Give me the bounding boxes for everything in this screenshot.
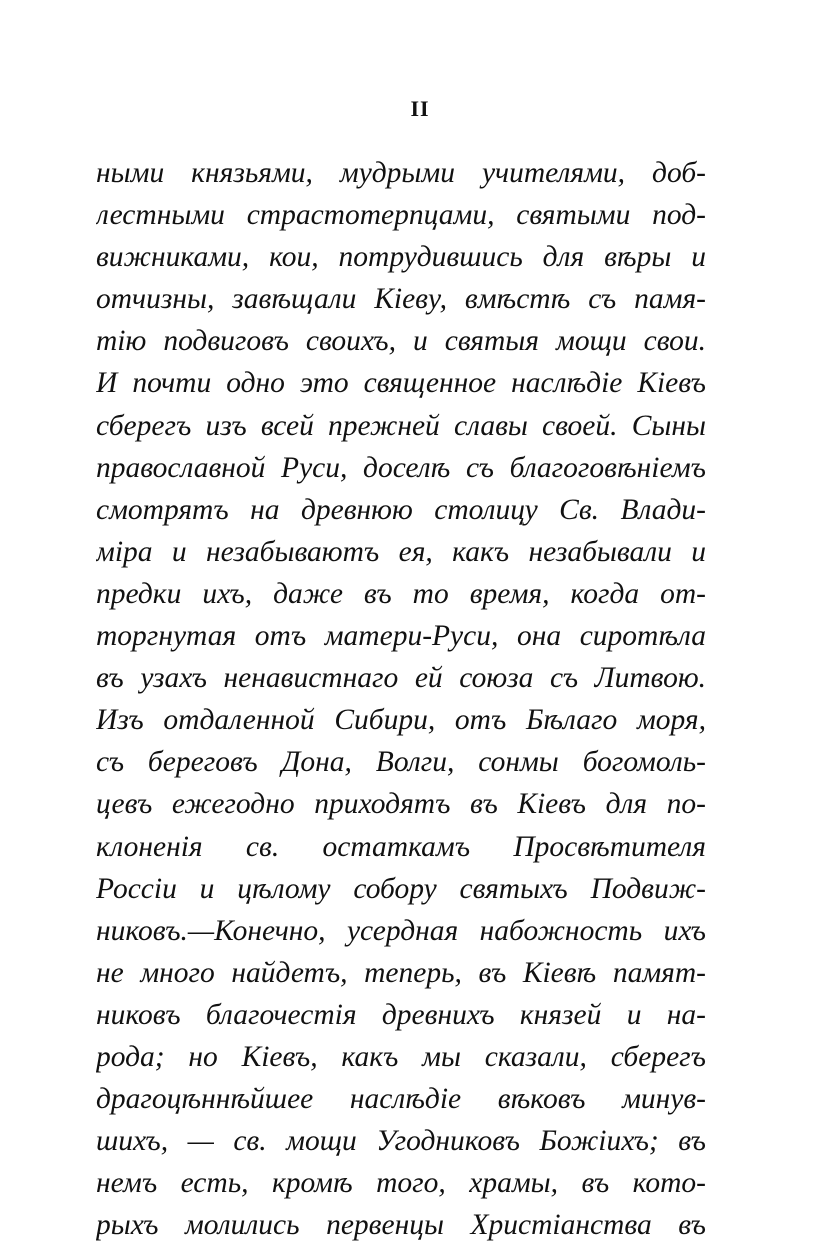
- text-line: клоненія св. остаткамъ Просвѣтителя: [96, 830, 706, 863]
- text-line: Россіи и цѣлому собору святыхъ Подвиж-: [96, 872, 706, 905]
- page-number: II: [410, 96, 430, 121]
- text-line: съ береговъ Дона, Волги, сонмы богомоль-: [96, 746, 706, 779]
- text-line: цевъ ежегодно приходятъ въ Кіевъ для по-: [96, 788, 706, 821]
- text-line: шихъ, — св. мощи Угодниковъ Божіихъ; въ: [96, 1125, 706, 1158]
- text-line: И почти одно это священное наслѣдіе Кіевъ: [96, 367, 706, 400]
- text-line: предки ихъ, даже въ то время, когда от-: [96, 577, 706, 610]
- text-line: міра и незабываютъ ея, какъ незабывали и: [96, 535, 706, 568]
- text-line: немъ есть, кромѣ того, храмы, въ кото-: [96, 1167, 706, 1200]
- text-line: отчизны, завѣщали Кіеву, вмѣстѣ съ памя-: [96, 283, 706, 316]
- text-line: драгоцѣннѣйшее наслѣдіе вѣковъ минув-: [96, 1083, 706, 1116]
- text-line: не много найдетъ, теперь, въ Кіевѣ памят-: [96, 956, 706, 989]
- text-line: сберегъ изъ всей прежней славы своей. Сыны: [96, 409, 706, 442]
- text-line: рыхъ молились первенцы Христіанства въ: [96, 1209, 706, 1242]
- text-line: никовъ благочестія древнихъ князей и на-: [96, 998, 706, 1031]
- text-line: тію подвиговъ своихъ, и святыя мощи свои.: [96, 325, 706, 358]
- text-line: вижниками, кои, потрудившись для вѣры и: [96, 241, 706, 274]
- text-line: рода; но Кіевъ, какъ мы сказали, сберегъ: [96, 1040, 706, 1073]
- text-line: Изъ отдаленной Сибири, отъ Бѣлаго моря,: [96, 704, 706, 737]
- text-line: въ узахъ ненавистнаго ей союза съ Литвою.: [96, 662, 706, 695]
- text-line: лестными страстотерпцами, святыми под-: [96, 199, 706, 232]
- body-text: [96, 152, 706, 1246]
- text-line: православной Руси, доселѣ съ благоговѣніемъ: [96, 451, 706, 484]
- text-line: ными князьями, мудрыми учителями, доб-: [96, 157, 706, 189]
- text-line: торгнутая отъ матери-Руси, она сиротѣла: [96, 620, 706, 653]
- text-line: смотрятъ на древнюю столицу Св. Влади-: [96, 493, 706, 526]
- text-line: никовъ.—Конечно, усердная набожность ихъ: [96, 914, 706, 947]
